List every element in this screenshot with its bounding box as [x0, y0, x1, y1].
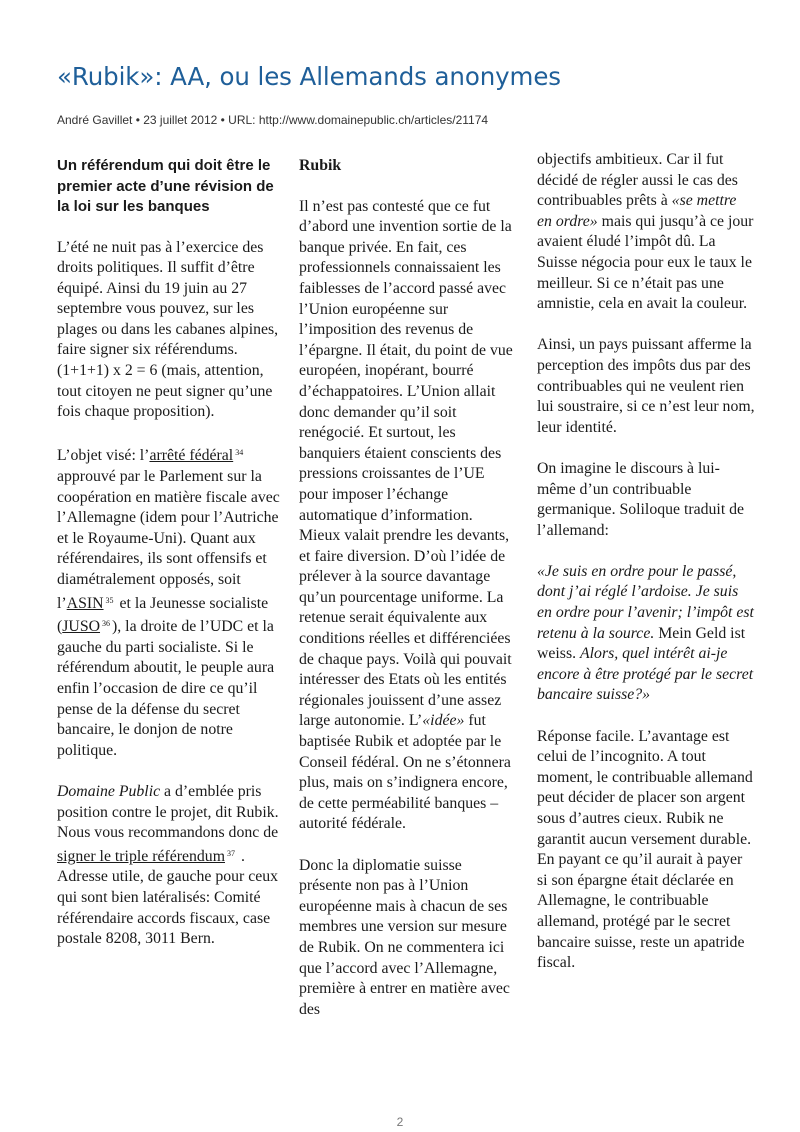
- footnote-ref: 35: [105, 595, 114, 605]
- link-asin[interactable]: ASIN: [66, 594, 104, 612]
- text-run: ), la droite de l’UDC et la gauche du parti socialiste. Si le référendum aboutit, le peuple aura enfin l’occasion de dire ce qu’il pense de la défense du secret bancaire, le donjon de notre politique.: [57, 618, 275, 759]
- paragraph: L’été ne nuit pas à l’exercice des droits politiques. Il suffit d’être équipé. Ainsi du 19 juin au 27 septembre vous pouvez, sur les plages ou dans les cabanes alpines, faire signer six référendums. (1+1+1) x 2 = 6 (mais, attention, tout citoyen ne peut signer qu’une fois chaque proposition).: [57, 238, 279, 421]
- paragraph: Donc la diplomatie suisse présente non pas à l’Union européenne mais à chacun de ses membres une version sur mesure de Rubik. On ne commentera ici que l’accord avec l’Allemagne, première à entrer en matière avec des: [299, 856, 510, 1018]
- paragraph: On imagine le discours à lui-même d’un contribuable germanique. Soliloque traduit de l’allemand:: [537, 459, 745, 539]
- text-run: a d’emblée pris position contre le projet, dit Rubik. Nous vous recommandons donc de: [57, 782, 279, 842]
- text-emphasis: «se mettre en ordre»: [537, 192, 737, 230]
- text-run: fut baptisée Rubik et adoptée par le Conseil fédéral. On ne s’étonnera plus, mais on s’indignera encore, de cette perméabilité banques – autorité fédérale.: [299, 712, 511, 833]
- paragraph: [57, 443, 282, 761]
- text-run: Il n’est pas contesté que ce fut d’abord une invention sortie de la banque privée. En fait, ces professionnels connaissaient les faiblesses de l’accord passé avec l’Union européenne sur l’imposition des revenus de l’épargne. Il était, du point de vue européen, inopérant, bourré d’échappatoires. L’Union allait donc demander qu’il soit renégocié. Et surtout, les banquiers étaient conscients des pressions croissantes de l’UE pour imposer l’échange automatique d’information. Mieux valait prendre les devants, et faire diversion. D’où l’idée de prélever à la source davantage qu’un pourcentage uniforme. La retenue serait équivalente aux conditions réelles et différenciées de chaque pays. Voilà qui pouvait intéresser des Etats où les entités régionales jouissent d’une assez large autonomie. L’: [299, 197, 513, 730]
- link-signer-referendum[interactable]: signer le triple référendum: [57, 847, 225, 865]
- link-arrete-federal[interactable]: arrêté fédéral: [149, 447, 234, 465]
- footnote-ref: 37: [227, 848, 235, 858]
- text-run: objectifs ambitieux. Car il fut décidé de régler aussi le cas des contribuables prêts à: [537, 151, 738, 210]
- page-number: 2: [396, 1115, 404, 1129]
- paragraph: Ainsi, un pays puissant afferme la perception des impôts dus par des contribuables qui ne veulent rien lui soustraire, si ce n’est leur nom, leur identité.: [537, 336, 755, 436]
- column-3: [537, 150, 755, 994]
- publication-name: Domaine Public: [57, 782, 161, 800]
- text-emphasis: «idée»: [422, 712, 465, 730]
- article-title: «Rubik»: AA, ou les Allemands anonymes: [57, 62, 561, 91]
- column-1: [57, 148, 282, 970]
- section-heading: Rubik: [299, 157, 342, 174]
- text-run: approuvé par le Parlement sur la coopération en matière fiscale avec l’Allemagne (idem pour l’Autriche et le Royaume-Uni). Quant aux référendaires, ils sont offensifs et diamétralement opposés, soit l’: [57, 468, 280, 612]
- paragraph: [57, 782, 282, 950]
- text-emphasis: Alors, quel intérêt ai-je encore à être protégé par le secret bancaire suisse?»: [537, 645, 754, 704]
- text-emphasis: «Je suis en ordre pour le passé, dont j’ai réglé l’ardoise. Je suis en ordre pour l’avenir; l’impôt est retenu à la source.: [537, 562, 754, 642]
- text-run: et la Jeunesse socialiste (: [57, 594, 269, 636]
- quote-paragraph: [537, 562, 755, 706]
- paragraph: [537, 150, 755, 315]
- footnote-ref: 34: [235, 448, 244, 458]
- text-run: L’objet visé: l’: [57, 447, 150, 465]
- column-2: [299, 148, 517, 1041]
- text-run: mais qui jusqu’à ce jour avaient éludé l’impôt dû. La Suisse négocia pour eux le taux le meilleur. Si ce n’était pas une amnistie, cela en avait la couleur.: [537, 212, 754, 313]
- article-byline: André Gavillet • 23 juillet 2012 • URL: http://www.domainepublic.ch/articles/21174: [57, 113, 489, 127]
- link-juso[interactable]: JUSO: [62, 618, 101, 636]
- text-run: Mein Geld ist weiss.: [537, 624, 746, 663]
- footnote-ref: 36: [102, 619, 111, 629]
- paragraph: Réponse facile. L’avantage est celui de l’incognito. A tout moment, le contribuable allemand peut décider de placer son argent sous d’autres cieux. Rubik ne garantit aucun versement durable. En payant ce qu’il aurait à payer si son épargne était déclarée en Allemagne, le contribuable allemand, protégé par le secret bancaire suisse, reste un apatride fiscal.: [537, 727, 753, 972]
- text-run: . Adresse utile, de gauche pour ceux qui sont bien latéralisés: Comité référendaire accords fiscaux, case postale 8208, 3011 Bern.: [57, 847, 279, 948]
- paragraph: [299, 197, 517, 835]
- section-heading: Un référendum qui doit être le premier acte d’une révision de la loi sur les banques: [57, 157, 274, 215]
